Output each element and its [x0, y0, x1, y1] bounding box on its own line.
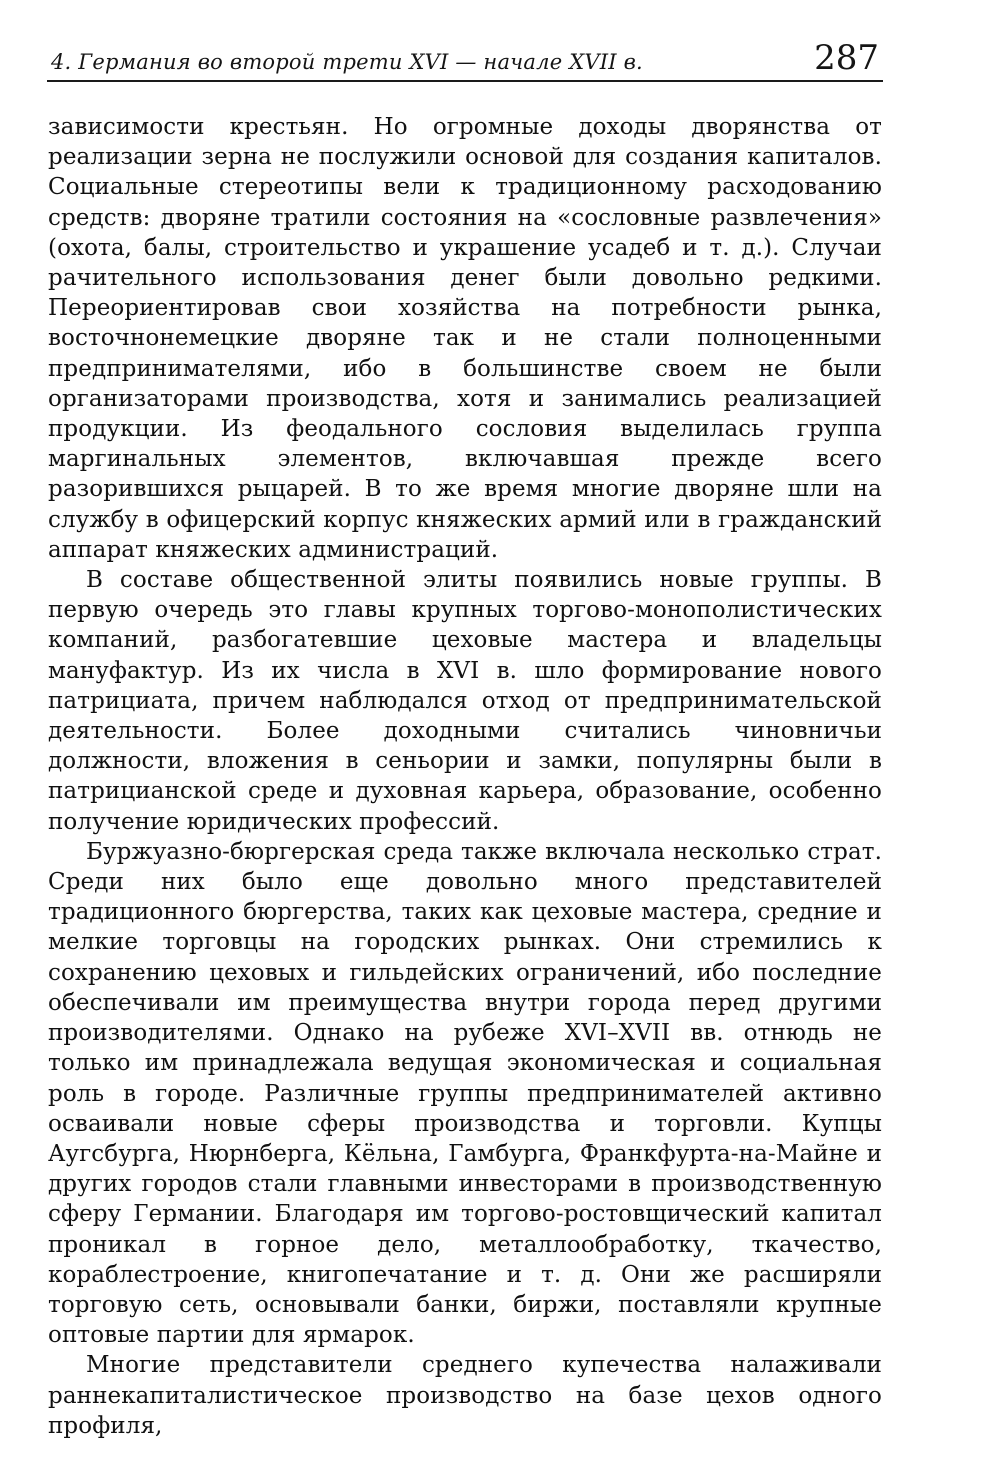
running-head: [47, 32, 883, 82]
paragraph: Буржуазно-бюргерская среда также включала несколько страт. Среди них было еще довольно много представителей традиционного бюргерства, таких как цеховые мастера, средние и мелкие торговцы на городских рынках. Они стремились к сохранению цеховых и гильдейских ограничений, ибо последние обеспечивали им преимущества внутри города перед другими производителями. Однако на рубеже XVI–XVII вв. отнюдь не только им принадлежала ведущая экономическая и социальная роль в городе. Различные группы предпринимателей активно осваивали новые сферы производства и торговли. Купцы Аугсбурга, Нюрнберга, Кёльна, Гамбурга, Франкфурта-на-Майне и других городов стали главными инвесторами в производственную сферу Германии. Благодаря им торгово-ростовщический капитал проникал в горное дело, металлообработку, ткачество, кораблестроение, книгопечатание и т. д. Они же расширяли торговую сеть, основывали банки, биржи, поставляли крупные оптовые партии для ярмарок.: [48, 838, 882, 1349]
running-head-title: 4. Германия во второй трети XVI — начале XVII в.: [51, 50, 643, 74]
page-number: 287: [814, 38, 879, 78]
paragraph: Многие представители среднего купечества налаживали раннекапиталистическое производство на базе цехов одного профиля,: [48, 1352, 882, 1439]
body-text: [48, 112, 882, 1441]
paragraph-continued: зависимости крестьян. Но огромные доходы дворянства от реализации зерна не послужили основой для создания капиталов. Социальные стереотипы вели к традиционному расходованию средств: дворяне тратили состояния на «сословные развлечения» (охота, балы, строительство и украшение усадеб и т. д.). Случаи рачительного использования денег были довольно редкими. Переориентировав свои хозяйства на потребности рынка, восточнонемецкие дворяне так и не стали полноценными предпринимателями, ибо в большинстве своем не были организаторами производства, хотя и занимались реализацией продукции. Из феодального сословия выделилась группа маргинальных элементов, включавшая прежде всего разорившихся рыцарей. В то же время многие дворяне шли на службу в офицерский корпус княжеских армий или в гражданский аппарат княжеских администраций.: [48, 114, 882, 563]
paragraph: В составе общественной элиты появились новые группы. В первую очередь это главы крупных торгово-монополистических компаний, разбогатевшие цеховые мастера и владельцы мануфактур. Из их числа в XVI в. шло формирование нового патрициата, причем наблюдался отход от предпринимательской деятельности. Более доходными считались чиновничьи должности, вложения в сеньории и замки, популярны были в патрицианской среде и духовная карьера, образование, особенно получение юридических профессий.: [48, 567, 882, 835]
